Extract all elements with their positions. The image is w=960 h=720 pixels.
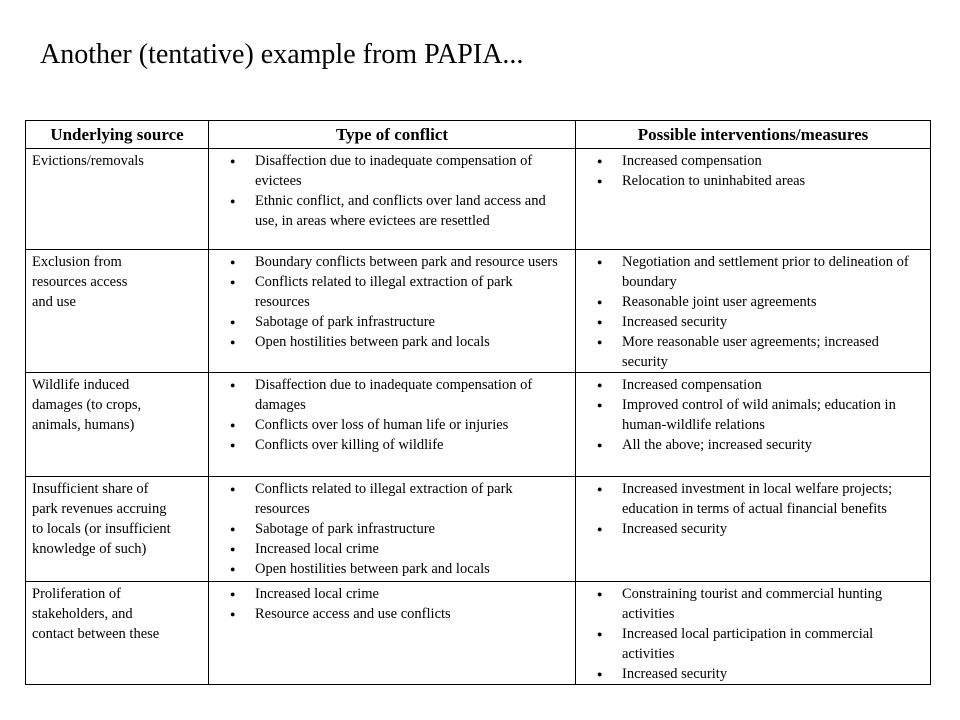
conflict-item: ● Conflicts related to illegal extraction of park resources (215, 272, 569, 312)
table-row (26, 149, 931, 250)
intervention-item: ● Increased compensation (582, 375, 924, 395)
conflict-cell (209, 477, 576, 582)
conflict-item: ● Disaffection due to inadequate compensation of damages (215, 375, 569, 415)
conflict-item: ● Boundary conflicts between park and resource users (215, 252, 569, 272)
conflict-cell (209, 582, 576, 685)
intervention-item: ● All the above; increased security (582, 435, 924, 455)
intervention-item: ● Negotiation and settlement prior to delineation of boundary (582, 252, 924, 292)
source-cell: Wildlife induced damages (to crops, animals, humans) (26, 373, 209, 477)
intervention-cell (576, 250, 931, 373)
header-type-of-conflict: Type of conflict (209, 121, 576, 149)
source-cell: Proliferation of stakeholders, and contact between these (26, 582, 209, 685)
intervention-cell (576, 582, 931, 685)
intervention-cell (576, 477, 931, 582)
intervention-item: ● Increased compensation (582, 151, 924, 171)
source-cell: Exclusion from resources access and use (26, 250, 209, 373)
intervention-item: ● Improved control of wild animals; education in human-wildlife relations (582, 395, 924, 435)
conflict-cell (209, 373, 576, 477)
intervention-item: ● Reasonable joint user agreements (582, 292, 924, 312)
slide-title: Another (tentative) example from PAPIA... (40, 39, 524, 70)
conflict-item: ● Open hostilities between park and locals (215, 332, 569, 352)
intervention-item: ● Increased security (582, 519, 924, 539)
table-row (26, 250, 931, 373)
conflict-table (25, 120, 931, 685)
table-header-row (26, 121, 931, 149)
conflict-item: ● Sabotage of park infrastructure (215, 312, 569, 332)
intervention-item: ● More reasonable user agreements; increased security (582, 332, 924, 372)
conflict-item: ● Increased local crime (215, 584, 569, 604)
conflict-item: ● Ethnic conflict, and conflicts over land access and use, in areas where evictees are resettled (215, 191, 569, 231)
intervention-item: ● Constraining tourist and commercial hunting activities (582, 584, 924, 624)
intervention-item: ● Increased security (582, 312, 924, 332)
source-cell: Evictions/removals (26, 149, 209, 250)
table-row (26, 373, 931, 477)
table-row (26, 477, 931, 582)
conflict-item: ● Disaffection due to inadequate compensation of evictees (215, 151, 569, 191)
intervention-item: ● Increased security (582, 664, 924, 684)
conflict-item: ● Sabotage of park infrastructure (215, 519, 569, 539)
header-underlying-source: Underlying source (26, 121, 209, 149)
intervention-cell (576, 373, 931, 477)
intervention-item: ● Increased local participation in commercial activities (582, 624, 924, 664)
header-possible-interventions: Possible interventions/measures (576, 121, 931, 149)
conflict-item: ● Conflicts related to illegal extraction of park resources (215, 479, 569, 519)
intervention-item: ● Increased investment in local welfare projects; education in terms of actual financial benefits (582, 479, 924, 519)
conflict-item: ● Open hostilities between park and locals (215, 559, 569, 579)
conflict-item: ● Resource access and use conflicts (215, 604, 569, 624)
conflict-item: ● Increased local crime (215, 539, 569, 559)
conflict-cell (209, 250, 576, 373)
conflict-item: ● Conflicts over loss of human life or injuries (215, 415, 569, 435)
conflict-cell (209, 149, 576, 250)
table-row (26, 582, 931, 685)
intervention-cell (576, 149, 931, 250)
conflict-item: ● Conflicts over killing of wildlife (215, 435, 569, 455)
intervention-item: ● Relocation to uninhabited areas (582, 171, 924, 191)
source-cell: Insufficient share of park revenues accruing to locals (or insufficient knowledge of such) (26, 477, 209, 582)
